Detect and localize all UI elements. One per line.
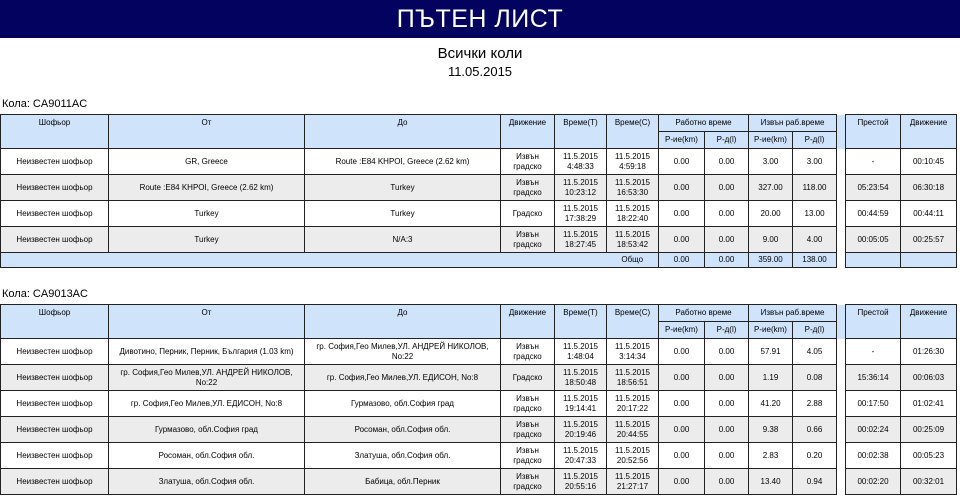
cell-motion: 06:30:18 (901, 175, 957, 201)
cell-time-t-line: 11.5.2015 (563, 229, 598, 239)
cell-to: Росоман, обл.София обл. (305, 417, 501, 443)
cell-off-km: 1.19 (749, 365, 793, 391)
cell-off-km: 57.91 (749, 339, 793, 365)
subheader-distance: Р-ие(km) (749, 132, 793, 149)
cell-time-s (607, 417, 659, 443)
cell-driver: Неизвестен шофьор (1, 175, 109, 201)
cell-off-l: 3.00 (793, 149, 837, 175)
cell-idle: 00:02:20 (846, 469, 901, 495)
cell-time-s-line: 11.5.2015 (615, 393, 650, 403)
total-label: Общо (607, 253, 659, 268)
table-header-row (1, 115, 957, 132)
cell-off-l: 0.08 (793, 365, 837, 391)
cell-movement-line: градско (513, 161, 542, 171)
cell-time-t-line: 4:48:33 (567, 161, 594, 171)
cell-work-km: 0.00 (659, 365, 705, 391)
cell-work-l: 0.00 (705, 339, 749, 365)
trip-table (0, 114, 957, 268)
cell-driver: Неизвестен шофьор (1, 201, 109, 227)
cell-movement (501, 391, 555, 417)
header-movement: Движение (501, 115, 555, 149)
cell-to: гр. София,Гео Милев,УЛ. АНДРЕЙ НИКОЛОВ, No:22 (305, 339, 501, 365)
cell-time-t (555, 417, 607, 443)
cell-time-s (607, 443, 659, 469)
table-row (1, 339, 957, 365)
cell-movement-line: Извън (516, 229, 539, 239)
cell-time-t-line: 11.5.2015 (563, 341, 598, 351)
cell-time-s-line: 11.5.2015 (615, 445, 650, 455)
cell-work-l: 0.00 (705, 149, 749, 175)
cell-driver: Неизвестен шофьор (1, 391, 109, 417)
cell-movement-line: градско (513, 481, 542, 491)
header-motion: Движение (901, 115, 957, 149)
cell-movement-line: Градско (512, 208, 543, 218)
cell-off-km: 20.00 (749, 201, 793, 227)
cell-time-t-line: 17:38:29 (564, 213, 597, 223)
cell-time-s-line: 21:27:17 (616, 481, 649, 491)
cell-time-s (607, 339, 659, 365)
table-row (1, 469, 957, 495)
column-gap (837, 149, 846, 175)
cell-time-s-line: 11.5.2015 (615, 229, 650, 239)
cell-movement-line: градско (513, 187, 542, 197)
cell-idle: 00:17:50 (846, 391, 901, 417)
cell-movement (501, 443, 555, 469)
table-row (1, 201, 957, 227)
cell-movement-line: Извън (516, 341, 539, 351)
cell-to: Route :E84 KHPOI, Greece (2.62 km) (305, 149, 501, 175)
cell-time-s-line: 11.5.2015 (615, 419, 650, 429)
cell-from: гр. София,Гео Милев,УЛ. АНДРЕЙ НИКОЛОВ, No:22 (109, 365, 305, 391)
cell-idle: 05:23:54 (846, 175, 901, 201)
cell-driver: Неизвестен шофьор (1, 227, 109, 253)
cell-off-l: 4.05 (793, 339, 837, 365)
cell-movement-line: Извън (516, 177, 539, 187)
header-driver: Шофьор (1, 115, 109, 149)
cell-movement (501, 201, 555, 227)
table-row (1, 227, 957, 253)
header-idle: Престой (846, 115, 901, 149)
subheader-fuel: Р-д(l) (705, 132, 749, 149)
table-row (1, 417, 957, 443)
total-work-l: 0.00 (705, 253, 749, 268)
cell-from: Златуша, обл.София обл. (109, 469, 305, 495)
cell-from: GR, Greece (109, 149, 305, 175)
cell-from: гр. София,Гео Милев,УЛ. ЕДИСОН, No:8 (109, 391, 305, 417)
cell-driver: Неизвестен шофьор (1, 443, 109, 469)
table-row (1, 391, 957, 417)
column-gap (837, 391, 846, 417)
cell-time-t-line: 20:55:16 (564, 481, 597, 491)
table-row (1, 175, 957, 201)
cell-idle: - (846, 149, 901, 175)
cell-movement (501, 417, 555, 443)
cell-time-t-line: 19:14:41 (564, 403, 597, 413)
header-time-s: Време(С) (607, 305, 659, 339)
table-total-row (1, 253, 957, 268)
subheader-distance: Р-ие(km) (659, 322, 705, 339)
cell-time-s (607, 391, 659, 417)
cell-work-l: 0.00 (705, 227, 749, 253)
cell-off-l: 0.20 (793, 443, 837, 469)
cell-idle: 00:02:24 (846, 417, 901, 443)
cell-time-s-line: 11.5.2015 (615, 151, 650, 161)
cell-movement (501, 365, 555, 391)
header-from: От (109, 115, 305, 149)
cell-time-t (555, 175, 607, 201)
cell-to: Златуша, обл.София обл. (305, 443, 501, 469)
column-gap (837, 339, 846, 365)
cell-work-l: 0.00 (705, 201, 749, 227)
cell-movement-line: градско (513, 351, 542, 361)
cell-off-l: 2.88 (793, 391, 837, 417)
header-motion: Движение (901, 305, 957, 339)
subheader-fuel: Р-д(l) (705, 322, 749, 339)
cell-time-s-line: 16:53:30 (616, 187, 649, 197)
report-subtitle: Всички коли (437, 45, 523, 62)
cell-work-l: 0.00 (705, 365, 749, 391)
cell-from: Росоман, обл.София обл. (109, 443, 305, 469)
cell-driver: Неизвестен шофьор (1, 417, 109, 443)
cell-time-t-line: 11.5.2015 (563, 419, 598, 429)
cell-off-km: 9.38 (749, 417, 793, 443)
cell-to: гр. София,Гео Милев,УЛ. ЕДИСОН, No:8 (305, 365, 501, 391)
cell-work-l: 0.00 (705, 417, 749, 443)
cell-work-l: 0.00 (705, 391, 749, 417)
column-gap (837, 175, 846, 201)
cell-movement (501, 149, 555, 175)
cell-movement-line: Извън (516, 471, 539, 481)
cell-motion: 00:25:09 (901, 417, 957, 443)
cell-motion: 01:02:41 (901, 391, 957, 417)
cell-idle: - (846, 339, 901, 365)
cell-time-t-line: 11.5.2015 (563, 393, 598, 403)
table-row (1, 149, 957, 175)
cell-time-s (607, 365, 659, 391)
cell-time-t-line: 11.5.2015 (563, 151, 598, 161)
cell-movement-line: Извън (516, 419, 539, 429)
cell-time-s (607, 175, 659, 201)
cell-work-km: 0.00 (659, 339, 705, 365)
cell-to: Turkey (305, 175, 501, 201)
cell-driver: Неизвестен шофьор (1, 149, 109, 175)
total-off-l: 138.00 (793, 253, 837, 268)
header-work-time: Работно време (659, 115, 749, 132)
cell-idle: 00:02:38 (846, 443, 901, 469)
trip-table (0, 304, 957, 495)
cell-off-km: 13.40 (749, 469, 793, 495)
cell-work-l: 0.00 (705, 443, 749, 469)
cell-movement-line: Градско (512, 372, 543, 382)
cell-movement-line: Извън (516, 445, 539, 455)
cell-work-km: 0.00 (659, 417, 705, 443)
cell-motion: 00:32:01 (901, 469, 957, 495)
column-gap (837, 115, 846, 149)
cell-from: Turkey (109, 201, 305, 227)
cell-work-l: 0.00 (705, 469, 749, 495)
header-time-s: Време(С) (607, 115, 659, 149)
report-date: 11.05.2015 (447, 64, 513, 79)
cell-time-t (555, 469, 607, 495)
cell-movement (501, 469, 555, 495)
header-driver: Шофьор (1, 305, 109, 339)
cell-time-t-line: 11.5.2015 (563, 445, 598, 455)
column-gap (837, 417, 846, 443)
table-header-row (1, 305, 957, 322)
cell-time-t-line: 20:19:46 (564, 429, 597, 439)
cell-to: Turkey (305, 201, 501, 227)
cell-movement-line: Извън (516, 393, 539, 403)
cell-driver: Неизвестен шофьор (1, 469, 109, 495)
cell-time-s (607, 469, 659, 495)
cell-time-s (607, 201, 659, 227)
header-time-t: Време(Т) (555, 305, 607, 339)
cell-time-t (555, 227, 607, 253)
cell-time-s-line: 3:14:34 (619, 351, 646, 361)
cell-time-s (607, 227, 659, 253)
cell-motion: 00:44:11 (901, 201, 957, 227)
subheader-fuel: Р-д(l) (793, 132, 837, 149)
column-gap (837, 443, 846, 469)
total-motion (901, 253, 957, 268)
cell-time-t (555, 365, 607, 391)
cell-time-t-line: 11.5.2015 (563, 471, 598, 481)
column-gap (837, 227, 846, 253)
cell-off-km: 327.00 (749, 175, 793, 201)
total-blank (1, 253, 607, 268)
cell-time-t (555, 201, 607, 227)
cell-time-s-line: 11.5.2015 (615, 203, 650, 213)
cell-to: N/A:3 (305, 227, 501, 253)
cell-time-t-line: 10:23:12 (564, 187, 597, 197)
subheader-distance: Р-ие(km) (749, 322, 793, 339)
cell-off-l: 0.66 (793, 417, 837, 443)
cell-from: Дивотино, Перник, Перник, България (1.03 km) (109, 339, 305, 365)
cell-time-s-line: 20:52:56 (616, 455, 649, 465)
cell-time-t-line: 18:50:48 (564, 377, 597, 387)
cell-motion: 00:10:45 (901, 149, 957, 175)
header-off-time: Извън раб.време (749, 115, 837, 132)
column-gap (837, 305, 846, 339)
cell-work-km: 0.00 (659, 175, 705, 201)
cell-to: Гурмазово, обл.София град (305, 391, 501, 417)
cell-time-s-line: 11.5.2015 (615, 367, 650, 377)
header-work-time: Работно време (659, 305, 749, 322)
cell-from: Turkey (109, 227, 305, 253)
table-row (1, 365, 957, 391)
cell-time-s-line: 18:22:40 (616, 213, 649, 223)
cell-from: Route :E84 KHPOI, Greece (2.62 km) (109, 175, 305, 201)
cell-work-km: 0.00 (659, 443, 705, 469)
cell-time-s-line: 11.5.2015 (615, 341, 650, 351)
cell-time-t-line: 18:27:45 (564, 239, 597, 249)
cell-off-km: 9.00 (749, 227, 793, 253)
cell-time-t (555, 149, 607, 175)
cell-time-t (555, 443, 607, 469)
cell-movement (501, 227, 555, 253)
cell-work-km: 0.00 (659, 227, 705, 253)
cell-time-s-line: 18:53:42 (616, 239, 649, 249)
cell-movement (501, 339, 555, 365)
cell-idle: 00:05:05 (846, 227, 901, 253)
cell-time-s-line: 11.5.2015 (615, 177, 650, 187)
cell-off-l: 4.00 (793, 227, 837, 253)
cell-time-t (555, 339, 607, 365)
cell-idle: 15:36:14 (846, 365, 901, 391)
cell-work-l: 0.00 (705, 175, 749, 201)
cell-time-s (607, 149, 659, 175)
cell-work-km: 0.00 (659, 201, 705, 227)
cell-from: Гурмазово, обл.София град (109, 417, 305, 443)
cell-movement-line: градско (513, 403, 542, 413)
cell-time-t-line: 11.5.2015 (563, 367, 598, 377)
subheader-distance: Р-ие(km) (659, 132, 705, 149)
report-title: ПЪТЕН ЛИСТ (0, 0, 960, 38)
cell-off-l: 0.94 (793, 469, 837, 495)
column-gap (837, 201, 846, 227)
cell-to: Бабица, обл.Перник (305, 469, 501, 495)
cell-movement-line: градско (513, 239, 542, 249)
cell-work-km: 0.00 (659, 391, 705, 417)
header-from: От (109, 305, 305, 339)
cell-time-s-line: 18:56:51 (616, 377, 649, 387)
cell-idle: 00:44:59 (846, 201, 901, 227)
cell-motion: 00:05:23 (901, 443, 957, 469)
total-off-km: 359.00 (749, 253, 793, 268)
cell-movement-line: градско (513, 429, 542, 439)
cell-motion: 00:06:03 (901, 365, 957, 391)
header-off-time: Извън раб.време (749, 305, 837, 322)
column-gap (837, 365, 846, 391)
cell-driver: Неизвестен шофьор (1, 365, 109, 391)
cell-off-km: 2.83 (749, 443, 793, 469)
cell-time-s-line: 20:44:55 (616, 429, 649, 439)
header-time-t: Време(Т) (555, 115, 607, 149)
column-gap (837, 469, 846, 495)
cell-driver: Неизвестен шофьор (1, 339, 109, 365)
column-gap (837, 253, 846, 268)
subheader-fuel: Р-д(l) (793, 322, 837, 339)
cell-time-t-line: 1:48:04 (567, 351, 594, 361)
car-label: Кола: CA9011AC (2, 98, 88, 110)
header-movement: Движение (501, 305, 555, 339)
cell-time-t-line: 20:47:33 (564, 455, 597, 465)
car-label: Кола: CA9013AC (2, 288, 88, 300)
cell-off-l: 13.00 (793, 201, 837, 227)
cell-motion: 00:25:57 (901, 227, 957, 253)
cell-time-s-line: 11.5.2015 (615, 471, 650, 481)
header-idle: Престой (846, 305, 901, 339)
total-work-km: 0.00 (659, 253, 705, 268)
cell-work-km: 0.00 (659, 469, 705, 495)
cell-movement-line: градско (513, 455, 542, 465)
cell-movement (501, 175, 555, 201)
total-idle (846, 253, 901, 268)
header-to: До (305, 305, 501, 339)
cell-time-t-line: 11.5.2015 (563, 177, 598, 187)
header-to: До (305, 115, 501, 149)
cell-time-s-line: 4:59:18 (619, 161, 646, 171)
table-row (1, 443, 957, 469)
cell-motion: 01:26:30 (901, 339, 957, 365)
cell-off-km: 41.20 (749, 391, 793, 417)
cell-work-km: 0.00 (659, 149, 705, 175)
cell-off-l: 118.00 (793, 175, 837, 201)
cell-time-t (555, 391, 607, 417)
cell-time-t-line: 11.5.2015 (563, 203, 598, 213)
cell-off-km: 3.00 (749, 149, 793, 175)
cell-movement-line: Извън (516, 151, 539, 161)
cell-time-s-line: 20:17:22 (616, 403, 649, 413)
